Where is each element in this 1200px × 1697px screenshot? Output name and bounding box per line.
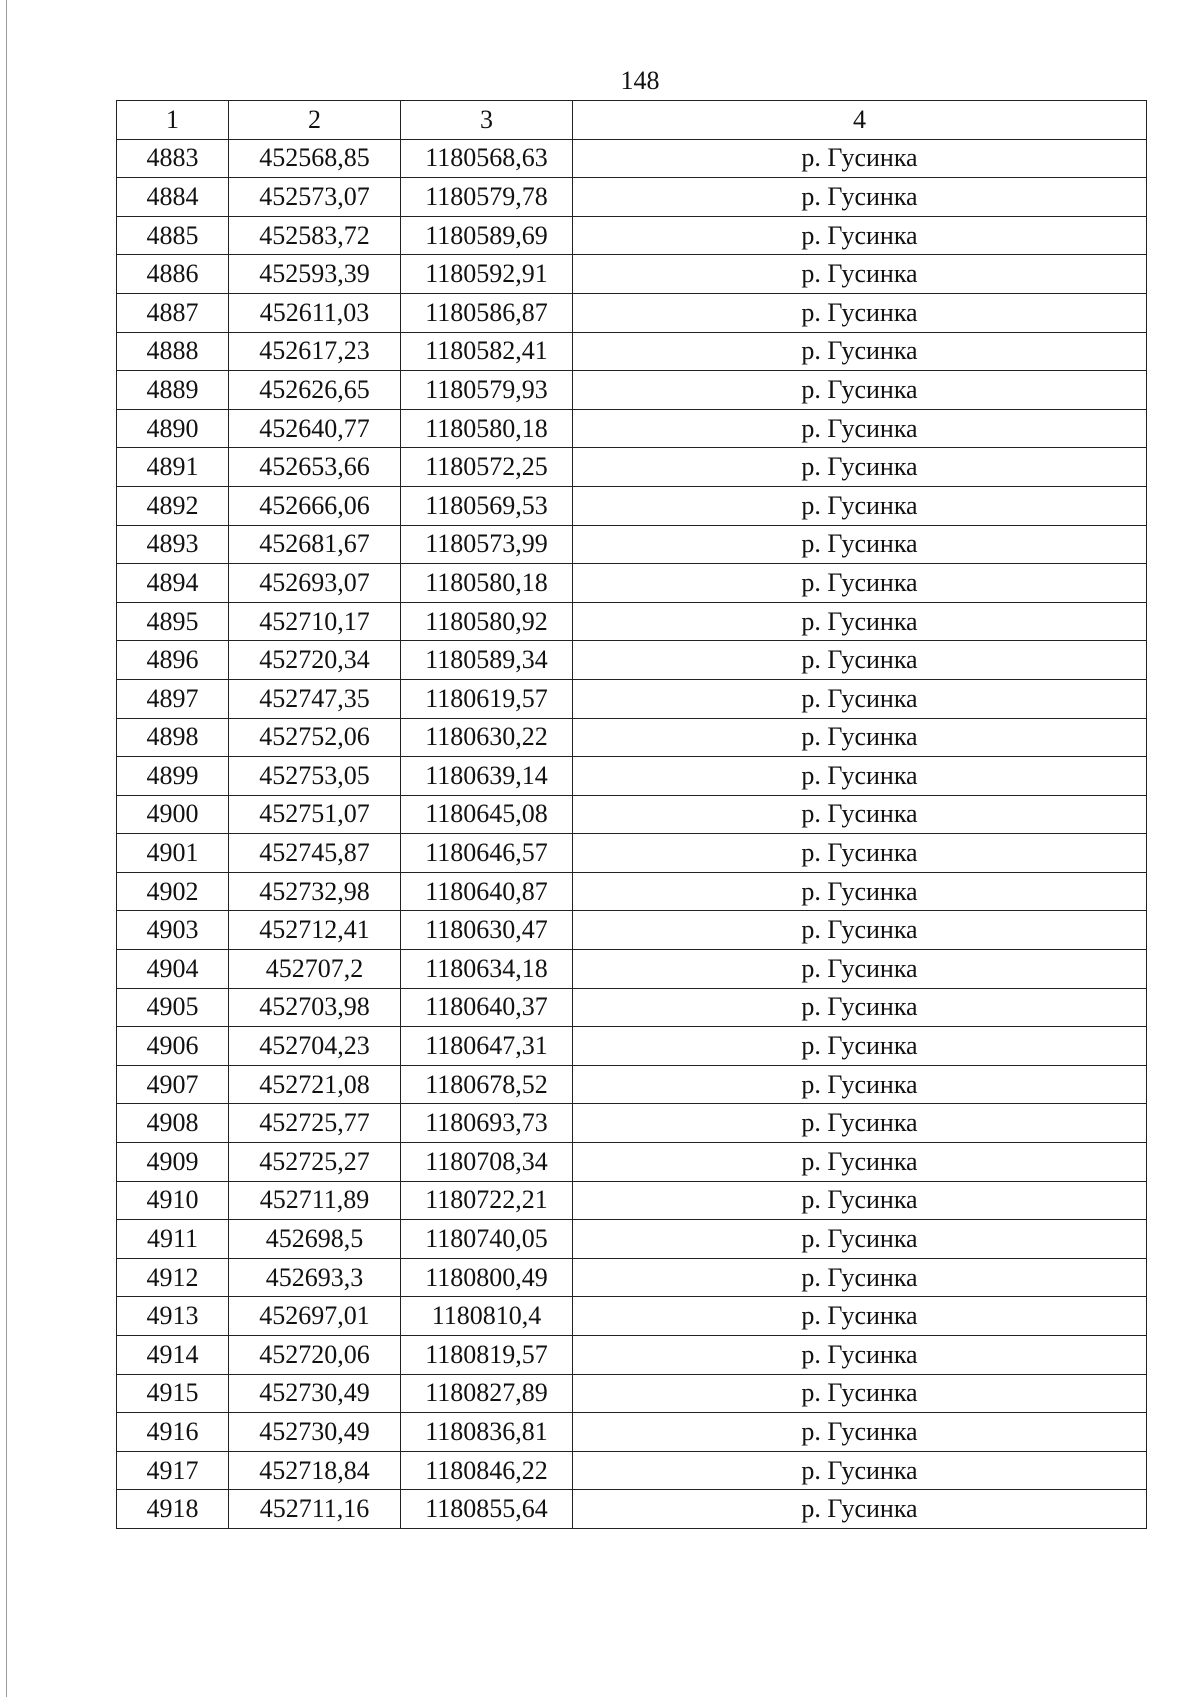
point-number-cell: 4903	[117, 911, 229, 950]
description-cell: р. Гусинка	[573, 139, 1147, 178]
coordinate-y-cell: 1180589,34	[401, 641, 573, 680]
table-row	[117, 255, 1147, 294]
table-row	[117, 332, 1147, 371]
description-cell: р. Гусинка	[573, 988, 1147, 1027]
point-number-cell: 4888	[117, 332, 229, 371]
point-number-cell: 4916	[117, 1413, 229, 1452]
coordinate-y-cell: 1180586,87	[401, 293, 573, 332]
table-row	[117, 1336, 1147, 1375]
description-cell: р. Гусинка	[573, 1336, 1147, 1375]
point-number-cell: 4915	[117, 1374, 229, 1413]
table-row	[117, 718, 1147, 757]
description-cell: р. Гусинка	[573, 371, 1147, 410]
coordinate-y-cell: 1180572,25	[401, 448, 573, 487]
coordinate-x-cell: 452711,89	[229, 1181, 401, 1220]
description-cell: р. Гусинка	[573, 293, 1147, 332]
coordinate-x-cell: 452707,2	[229, 950, 401, 989]
coordinate-x-cell: 452573,07	[229, 178, 401, 217]
point-number-cell: 4893	[117, 525, 229, 564]
coordinate-x-cell: 452720,34	[229, 641, 401, 680]
coordinate-y-cell: 1180569,53	[401, 486, 573, 525]
coordinate-x-cell: 452751,07	[229, 795, 401, 834]
point-number-cell: 4904	[117, 950, 229, 989]
description-cell: р. Гусинка	[573, 1027, 1147, 1066]
coordinate-x-cell: 452697,01	[229, 1297, 401, 1336]
coordinate-x-cell: 452703,98	[229, 988, 401, 1027]
table-row	[117, 641, 1147, 680]
point-number-cell: 4905	[117, 988, 229, 1027]
table-row	[117, 757, 1147, 796]
coordinate-y-cell: 1180693,73	[401, 1104, 573, 1143]
coordinate-y-cell: 1180855,64	[401, 1490, 573, 1529]
table-row	[117, 1143, 1147, 1182]
point-number-cell: 4908	[117, 1104, 229, 1143]
coordinate-x-cell: 452730,49	[229, 1374, 401, 1413]
coordinate-x-cell: 452626,65	[229, 371, 401, 410]
coordinate-x-cell: 452721,08	[229, 1065, 401, 1104]
table-row	[117, 178, 1147, 217]
coordinate-x-cell: 452693,07	[229, 564, 401, 603]
table-row	[117, 911, 1147, 950]
point-number-cell: 4910	[117, 1181, 229, 1220]
coordinate-y-cell: 1180579,78	[401, 178, 573, 217]
coordinate-x-cell: 452747,35	[229, 679, 401, 718]
description-cell: р. Гусинка	[573, 1181, 1147, 1220]
table-row	[117, 679, 1147, 718]
coordinate-y-cell: 1180647,31	[401, 1027, 573, 1066]
coordinate-x-cell: 452593,39	[229, 255, 401, 294]
point-number-cell: 4892	[117, 486, 229, 525]
point-number-cell: 4899	[117, 757, 229, 796]
coordinate-x-cell: 452710,17	[229, 602, 401, 641]
coordinate-y-cell: 1180580,18	[401, 409, 573, 448]
description-cell: р. Гусинка	[573, 641, 1147, 680]
point-number-cell: 4889	[117, 371, 229, 410]
coordinate-x-cell: 452704,23	[229, 1027, 401, 1066]
page-number: 148	[620, 66, 660, 95]
header-col-4: 4	[573, 101, 1147, 140]
coordinate-x-cell: 452666,06	[229, 486, 401, 525]
coordinate-y-cell: 1180819,57	[401, 1336, 573, 1375]
coordinate-y-cell: 1180722,21	[401, 1181, 573, 1220]
point-number-cell: 4909	[117, 1143, 229, 1182]
table-row	[117, 1490, 1147, 1529]
table-row	[117, 486, 1147, 525]
table-row	[117, 1297, 1147, 1336]
coordinate-x-cell: 452653,66	[229, 448, 401, 487]
table-row	[117, 1104, 1147, 1143]
description-cell: р. Гусинка	[573, 1490, 1147, 1529]
description-cell: р. Гусинка	[573, 718, 1147, 757]
coordinate-y-cell: 1180630,47	[401, 911, 573, 950]
coordinate-y-cell: 1180640,87	[401, 872, 573, 911]
description-cell: р. Гусинка	[573, 911, 1147, 950]
description-cell: р. Гусинка	[573, 1143, 1147, 1182]
point-number-cell: 4913	[117, 1297, 229, 1336]
point-number-cell: 4907	[117, 1065, 229, 1104]
coordinate-y-cell: 1180810,4	[401, 1297, 573, 1336]
coordinate-x-cell: 452681,67	[229, 525, 401, 564]
coordinate-y-cell: 1180639,14	[401, 757, 573, 796]
coordinate-y-cell: 1180580,18	[401, 564, 573, 603]
coordinates-table-container	[116, 100, 1146, 1529]
table-row	[117, 1181, 1147, 1220]
table-row	[117, 525, 1147, 564]
description-cell: р. Гусинка	[573, 178, 1147, 217]
coordinate-y-cell: 1180645,08	[401, 795, 573, 834]
table-row	[117, 448, 1147, 487]
coordinate-x-cell: 452711,16	[229, 1490, 401, 1529]
description-cell: р. Гусинка	[573, 525, 1147, 564]
coordinate-x-cell: 452583,72	[229, 216, 401, 255]
description-cell: р. Гусинка	[573, 409, 1147, 448]
coordinate-y-cell: 1180568,63	[401, 139, 573, 178]
coordinate-y-cell: 1180640,37	[401, 988, 573, 1027]
header-col-1: 1	[117, 101, 229, 140]
coordinate-y-cell: 1180846,22	[401, 1451, 573, 1490]
description-cell: р. Гусинка	[573, 1104, 1147, 1143]
description-cell: р. Гусинка	[573, 1258, 1147, 1297]
point-number-cell: 4914	[117, 1336, 229, 1375]
table-row	[117, 216, 1147, 255]
table-row	[117, 834, 1147, 873]
description-cell: р. Гусинка	[573, 486, 1147, 525]
table-row	[117, 564, 1147, 603]
point-number-cell: 4897	[117, 679, 229, 718]
table-row	[117, 950, 1147, 989]
table-row	[117, 988, 1147, 1027]
coordinate-x-cell: 452732,98	[229, 872, 401, 911]
coordinate-y-cell: 1180800,49	[401, 1258, 573, 1297]
coordinate-x-cell: 452698,5	[229, 1220, 401, 1259]
table-row	[117, 1027, 1147, 1066]
coordinate-y-cell: 1180630,22	[401, 718, 573, 757]
point-number-cell: 4887	[117, 293, 229, 332]
coordinate-y-cell: 1180678,52	[401, 1065, 573, 1104]
coordinate-y-cell: 1180582,41	[401, 332, 573, 371]
coordinate-x-cell: 452611,03	[229, 293, 401, 332]
table-row	[117, 1220, 1147, 1259]
point-number-cell: 4896	[117, 641, 229, 680]
coordinate-x-cell: 452730,49	[229, 1413, 401, 1452]
coordinate-y-cell: 1180573,99	[401, 525, 573, 564]
description-cell: р. Гусинка	[573, 950, 1147, 989]
point-number-cell: 4911	[117, 1220, 229, 1259]
description-cell: р. Гусинка	[573, 1451, 1147, 1490]
table-row	[117, 872, 1147, 911]
coordinate-x-cell: 452568,85	[229, 139, 401, 178]
description-cell: р. Гусинка	[573, 216, 1147, 255]
point-number-cell: 4902	[117, 872, 229, 911]
description-cell: р. Гусинка	[573, 448, 1147, 487]
description-cell: р. Гусинка	[573, 1374, 1147, 1413]
point-number-cell: 4894	[117, 564, 229, 603]
point-number-cell: 4886	[117, 255, 229, 294]
coordinate-x-cell: 452693,3	[229, 1258, 401, 1297]
description-cell: р. Гусинка	[573, 872, 1147, 911]
description-cell: р. Гусинка	[573, 255, 1147, 294]
table-row	[117, 371, 1147, 410]
table-row	[117, 293, 1147, 332]
description-cell: р. Гусинка	[573, 1413, 1147, 1452]
coordinates-table	[116, 100, 1147, 1529]
description-cell: р. Гусинка	[573, 602, 1147, 641]
coordinate-x-cell: 452617,23	[229, 332, 401, 371]
description-cell: р. Гусинка	[573, 834, 1147, 873]
table-row	[117, 1258, 1147, 1297]
point-number-cell: 4890	[117, 409, 229, 448]
header-col-2: 2	[229, 101, 401, 140]
header-row	[117, 101, 1147, 140]
point-number-cell: 4891	[117, 448, 229, 487]
description-cell: р. Гусинка	[573, 1297, 1147, 1336]
description-cell: р. Гусинка	[573, 795, 1147, 834]
scan-margin-line	[6, 0, 7, 1697]
point-number-cell: 4906	[117, 1027, 229, 1066]
coordinate-x-cell: 452753,05	[229, 757, 401, 796]
point-number-cell: 4884	[117, 178, 229, 217]
coordinate-y-cell: 1180827,89	[401, 1374, 573, 1413]
table-row	[117, 1374, 1147, 1413]
table-row	[117, 1451, 1147, 1490]
point-number-cell: 4895	[117, 602, 229, 641]
table-row	[117, 602, 1147, 641]
table-row	[117, 795, 1147, 834]
description-cell: р. Гусинка	[573, 332, 1147, 371]
point-number-cell: 4900	[117, 795, 229, 834]
point-number-cell: 4883	[117, 139, 229, 178]
header-col-3: 3	[401, 101, 573, 140]
coordinate-y-cell: 1180836,81	[401, 1413, 573, 1452]
description-cell: р. Гусинка	[573, 564, 1147, 603]
point-number-cell: 4898	[117, 718, 229, 757]
coordinate-x-cell: 452720,06	[229, 1336, 401, 1375]
point-number-cell: 4901	[117, 834, 229, 873]
description-cell: р. Гусинка	[573, 1220, 1147, 1259]
coordinate-y-cell: 1180580,92	[401, 602, 573, 641]
coordinate-y-cell: 1180740,05	[401, 1220, 573, 1259]
coordinate-y-cell: 1180634,18	[401, 950, 573, 989]
description-cell: р. Гусинка	[573, 679, 1147, 718]
description-cell: р. Гусинка	[573, 757, 1147, 796]
coordinate-x-cell: 452725,27	[229, 1143, 401, 1182]
point-number-cell: 4917	[117, 1451, 229, 1490]
point-number-cell: 4885	[117, 216, 229, 255]
point-number-cell: 4912	[117, 1258, 229, 1297]
coordinate-y-cell: 1180646,57	[401, 834, 573, 873]
coordinate-x-cell: 452725,77	[229, 1104, 401, 1143]
table-row	[117, 139, 1147, 178]
table-row	[117, 1413, 1147, 1452]
coordinate-y-cell: 1180708,34	[401, 1143, 573, 1182]
table-header	[117, 101, 1147, 140]
coordinate-x-cell: 452745,87	[229, 834, 401, 873]
coordinate-x-cell: 452718,84	[229, 1451, 401, 1490]
description-cell: р. Гусинка	[573, 1065, 1147, 1104]
coordinate-y-cell: 1180592,91	[401, 255, 573, 294]
coordinate-x-cell: 452752,06	[229, 718, 401, 757]
table-body	[117, 139, 1147, 1528]
table-row	[117, 409, 1147, 448]
coordinate-x-cell: 452712,41	[229, 911, 401, 950]
coordinate-y-cell: 1180619,57	[401, 679, 573, 718]
coordinate-y-cell: 1180589,69	[401, 216, 573, 255]
coordinate-y-cell: 1180579,93	[401, 371, 573, 410]
table-row	[117, 1065, 1147, 1104]
coordinate-x-cell: 452640,77	[229, 409, 401, 448]
point-number-cell: 4918	[117, 1490, 229, 1529]
